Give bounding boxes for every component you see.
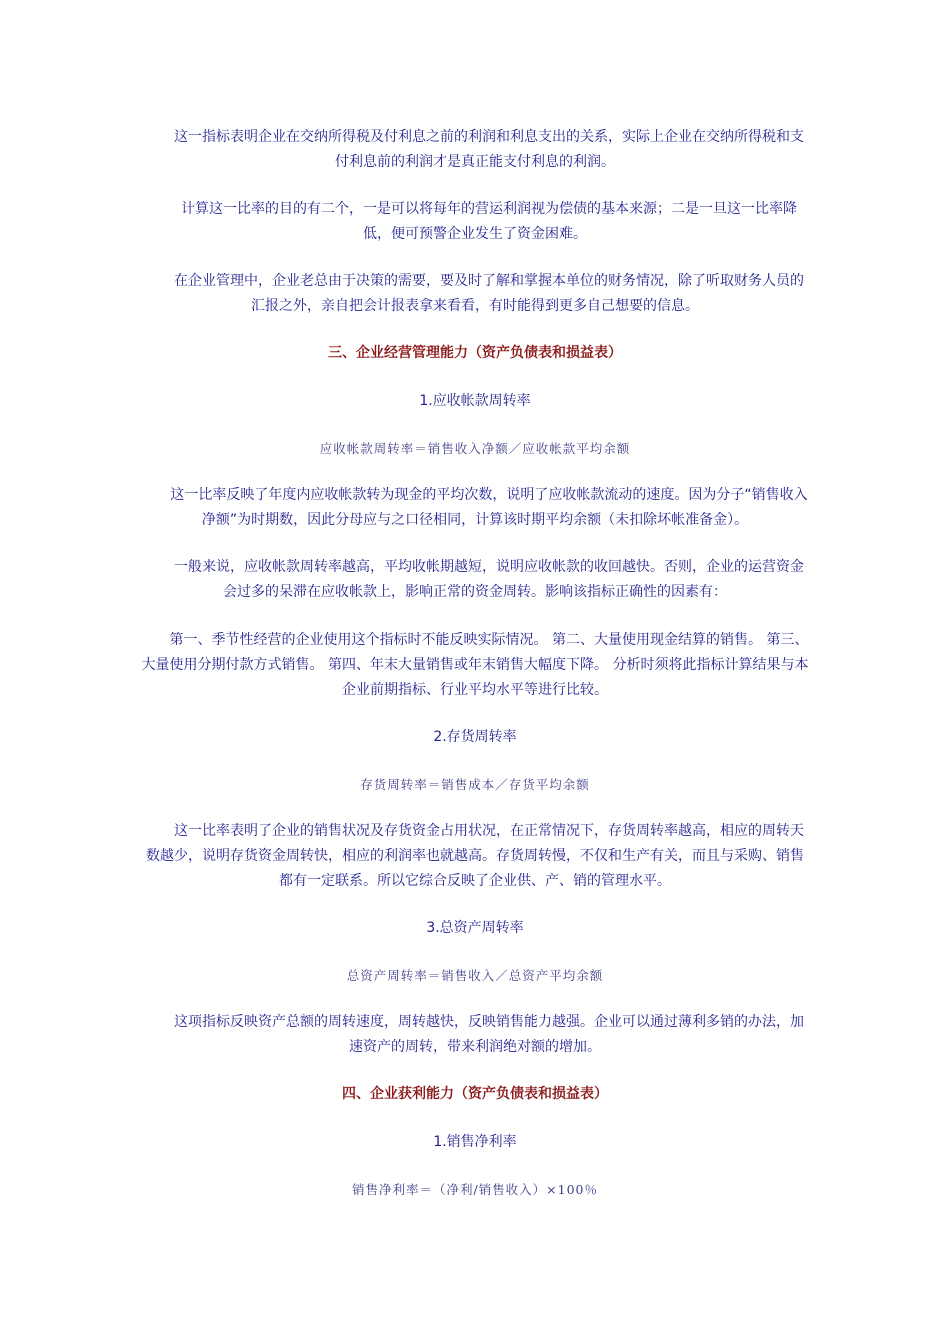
paragraph-text: 这一指标表明企业在交纳所得税及付利息之前的利润和利息支出的关系，实际上企业在交纳所得税和支付利息前的利润才是真正能支付利息的利润。 bbox=[174, 129, 804, 170]
formula-total-asset-turnover: 总资产周转率＝销售收入／总资产平均余额 bbox=[346, 968, 604, 983]
subheading-total-asset-turnover: 3.总资产周转率 bbox=[426, 920, 524, 936]
paragraph-management-reports bbox=[140, 269, 810, 319]
paragraph-ratio-purpose bbox=[140, 197, 810, 247]
paragraph-inventory-explanation bbox=[140, 819, 810, 894]
paragraph-total-asset-explanation bbox=[140, 1010, 810, 1060]
subheading-receivables-turnover: 1.应收帐款周转率 bbox=[419, 393, 531, 409]
paragraph-text: 这项指标反映资产总额的周转速度，周转越快，反映销售能力越强。企业可以通过薄利多销的办法，加速资产的周转，带来利润绝对额的增加。 bbox=[174, 1014, 804, 1055]
formula-inventory-turnover: 存货周转率＝销售成本／存货平均余额 bbox=[360, 777, 590, 792]
paragraph-text: 计算这一比率的目的有二个，一是可以将每年的营运利润视为偿债的基本来源；二是一旦这一比率降低，便可预警企业发生了资金困难。 bbox=[181, 201, 797, 242]
subheading-net-profit-margin: 1.销售净利率 bbox=[433, 1134, 517, 1150]
formula-receivables-turnover: 应收帐款周转率＝销售收入净额／应收帐款平均余额 bbox=[319, 441, 631, 456]
paragraph-influencing-factors bbox=[140, 628, 810, 703]
formula-net-profit-margin: 销售净利率＝（净利/销售收入）×100％ bbox=[351, 1182, 599, 1197]
paragraph-text: 一般来说，应收帐款周转率越高，平均收帐期越短，说明应收帐款的收回越快。否则，企业的运营资金会过多的呆滞在应收帐款上，影响正常的资金周转。影响该指标正确性的因素有： bbox=[174, 559, 804, 600]
paragraph-receivables-explanation bbox=[140, 483, 810, 533]
paragraph-text: 这一比率表明了企业的销售状况及存货资金占用状况，在正常情况下，存货周转率越高，相应的周转天数越少，说明存货资金周转快，相应的利润率也就越高。存货周转慢，不仅和生产有关，而且与采购、销售都有一定联系。所以它综合反映了企业供、产、销的管理水平。 bbox=[146, 823, 804, 889]
paragraph-text: 在企业管理中，企业老总由于决策的需要，要及时了解和掌握本单位的财务情况，除了听取财务人员的汇报之外，亲自把会计报表拿来看看，有时能得到更多自己想要的信息。 bbox=[174, 273, 804, 314]
section-heading-operating-capacity: 三、企业经营管理能力（资产负债表和损益表） bbox=[328, 345, 622, 361]
section-heading-profitability: 四、企业获利能力（资产负债表和损益表） bbox=[342, 1086, 608, 1102]
paragraph-receivables-analysis bbox=[140, 555, 810, 605]
paragraph-text: 这一比率反映了年度内应收帐款转为现金的平均次数，说明了应收帐款流动的速度。因为分子“销售收入净额”为时期数，因此分母应与之口径相同，计算该时期平均余额（未扣除坏帐准备金）。 bbox=[170, 487, 808, 528]
paragraph-text: 第一、季节性经营的企业使用这个指标时不能反映实际情况。 第二、大量使用现金结算的销售。 第三、大量使用分期付款方式销售。 第四、年末大量销售或年末销售大幅度下降。 分析时须将此指标计算结果与本企业前期指标、行业平均水平等进行比较。 bbox=[141, 632, 809, 698]
paragraph-interest-coverage-explanation bbox=[140, 125, 810, 175]
subheading-inventory-turnover: 2.存货周转率 bbox=[433, 729, 517, 745]
